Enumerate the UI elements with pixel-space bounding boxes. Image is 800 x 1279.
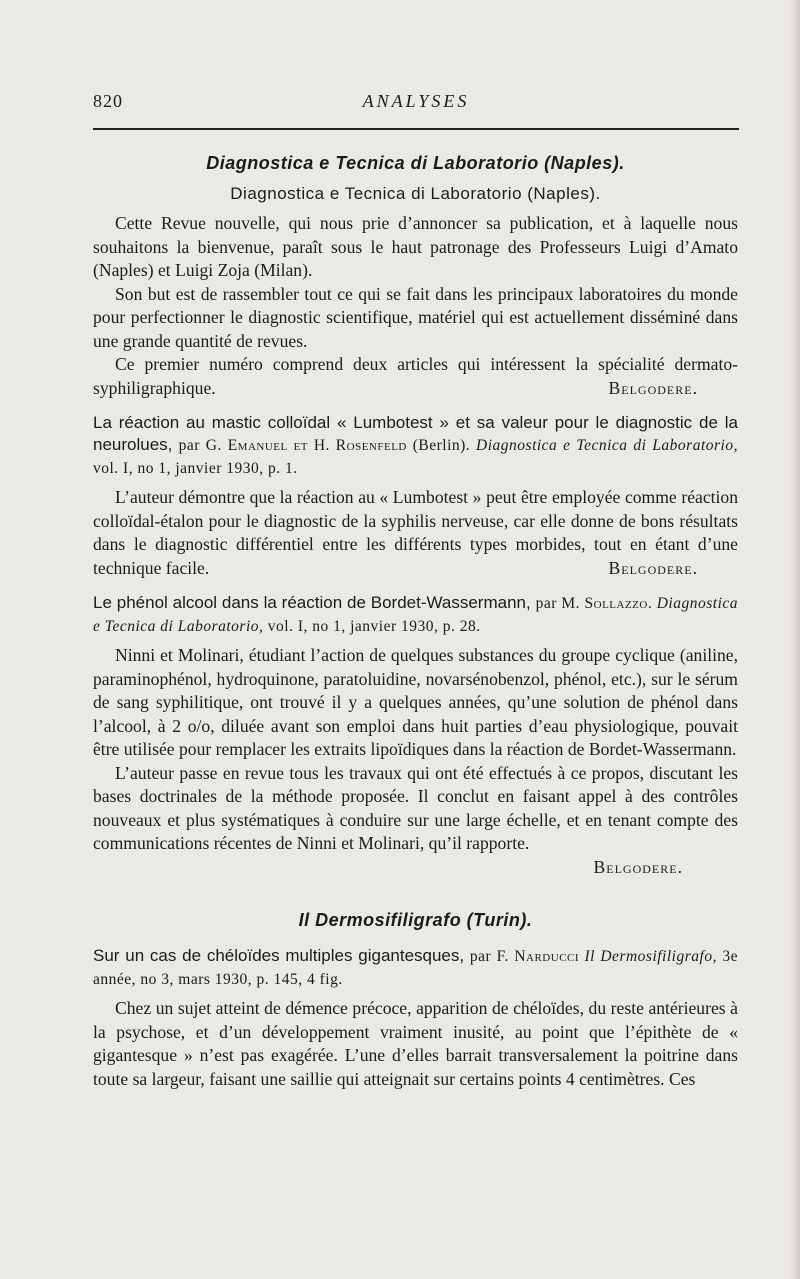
article-paragraph-2: L’auteur passe en revue tous les travaux qui ont été effectués à ce propos, discutant les bases doctrinales de la méthode proposée. Il conclut en faisant appel à des contrôles nouveaux et plus systématiques à conduire sur une large échelle, et en tenant compte des communications récentes de Ninni et Molinari, qu’il rapporte. — [93, 762, 738, 853]
section-heading-dermosifiligrafo: Il Dermosifiligrafo (Turin). — [298, 910, 533, 930]
article-heading-phenol — [93, 592, 738, 638]
article-paragraph-text: L’auteur démontre que la réaction au « Lumbotest » peut être employée comme réaction colloïdal-étalon pour le diagnostic de la syphilis nerveuse, car elle donne de bons résultats dans le diagnostic différentiel entre les différents types morbides, tout en étant d’une technique facile. — [93, 487, 738, 578]
text-column — [93, 150, 738, 1091]
ref-details: vol. I, no 1, janvier 1930, p. 1. — [93, 460, 298, 477]
article-reference — [93, 437, 738, 477]
ref-prefix: par M. — [535, 595, 581, 612]
article-title: La réaction au mastic colloïdal « Lumbotest » et sa valeur pour le diagnostic de la neurolues, — [93, 413, 738, 454]
article-authors: G. Emanuel et H. Rosenfeld — [205, 437, 407, 454]
review-paragraph-3 — [93, 353, 738, 400]
article-city: (Berlin). — [412, 437, 471, 454]
article-title: Le phénol alcool dans la réaction de Bordet-Wassermann, — [93, 593, 531, 612]
section-subheading-diagnostica: Diagnostica e Tecnica di Laboratorio (Naples). — [230, 184, 601, 203]
review-paragraph-1: Cette Revue nouvelle, qui nous prie d’annoncer sa publication, et à laquelle nous souhaitons la bienvenue, paraît sous le haut patronage des Professeurs Luigi d’Amato (Naples) et Luigi Zoja (Milan). — [93, 213, 738, 280]
review-paragraph-2: Son but est de rassembler tout ce qui se fait dans les principaux laboratoires du monde pour perfectionner le diagnostic scientifique, matériel qui est actuellement disséminé dans une grande quantité de revues. — [93, 283, 738, 351]
running-title: ANALYSES — [362, 91, 470, 111]
article-body-cheloides — [93, 997, 738, 1091]
article-signature: Belgodere. — [593, 856, 683, 877]
article-body-phenol — [93, 644, 738, 879]
article-heading-lumbotest — [93, 412, 738, 480]
journal-name: Diagnostica e Tecnica di Laboratorio, — [93, 595, 739, 635]
article-authors: Narducci — [514, 948, 580, 965]
review-paragraph-3-text: Ce premier numéro comprend deux articles qui intéressent la spécialité dermato-syphiligraphique. — [93, 354, 738, 398]
ref-details: 3e année, no 3, mars 1930, p. 145, 4 fig. — [93, 948, 739, 988]
section-heading-diagnostica: Diagnostica e Tecnica di Laboratorio (Naples). — [206, 153, 625, 173]
article-authors: Sollazzo. — [584, 595, 653, 612]
journal-name: Il Dermosifiligrafo, — [584, 948, 717, 965]
ref-prefix: par — [178, 437, 200, 454]
article-paragraph-1: Ninni et Molinari, étudiant l’action de quelques substances du groupe cyclique (aniline, paraminophénol, hydroquinone, paratoluidine, novarsénobenzol, phénol, etc.), sur le sérum de sang syphilitique, ont trouvé il y a quelques années, qu’une solution de phénol dans l’alcool, à 2 o/o, diluée avant son emploi dans huit parties d’eau physiologique, pouvait être utilisée pour remplacer les extraits lipoïdiques dans la réaction de Bordet-Wassermann. — [93, 645, 738, 759]
review-entry — [93, 212, 738, 400]
review-signature: Belgodere. — [608, 377, 698, 398]
article-signature: Belgodere. — [608, 557, 698, 578]
page-edge-shadow — [790, 0, 800, 1279]
ref-prefix: par F. — [469, 948, 509, 965]
article-title: Sur un cas de chéloïdes multiples gigantesques, — [93, 946, 465, 965]
article-heading-cheloides — [93, 945, 738, 991]
article-paragraph — [93, 486, 738, 580]
running-header — [93, 91, 739, 115]
ref-details: vol. I, no 1, janvier 1930, p. 28. — [267, 618, 481, 635]
article-paragraph: Chez un sujet atteint de démence précoce, apparition de chéloïdes, du reste antérieures à la psychose, et d’un développement vraiment inusité, au point que l’épithète de « gigantesque » n’est pas exagérée. L’une d’elles barrait transversalement la poitrine dans toute sa largeur, faisant une saillie qui atteignait sur certains points 4 centimètres. Ces — [93, 998, 738, 1089]
journal-name: Diagnostica e Tecnica di Laboratorio, — [476, 437, 738, 454]
header-rule — [93, 128, 739, 130]
page-number: 820 — [93, 91, 123, 111]
article-body-lumbotest — [93, 486, 738, 580]
